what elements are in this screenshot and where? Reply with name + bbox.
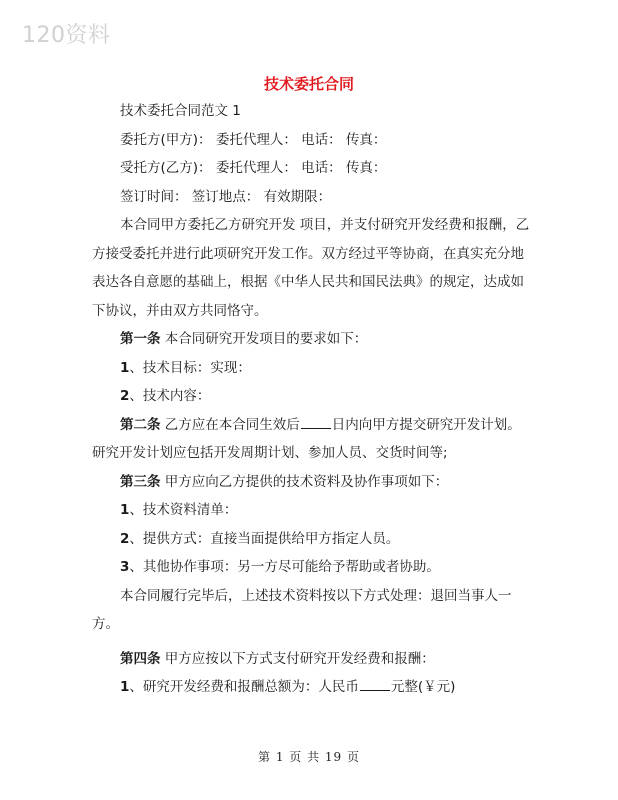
item-text-a: 、研究开发经费和报酬总额为：人民币 <box>129 679 359 695</box>
item-number: 1 <box>120 679 130 695</box>
item-number: 2 <box>120 388 130 404</box>
article-3-item-1 <box>92 496 532 525</box>
intro-paragraph: 本合同甲方委托乙方研究开发 项目，并支付研究开发经费和报酬，乙方接受委托并进行此项研究开发工作。双方经过平等协商，在真实充分地表达各自意愿的基础上，根据《中华人民共和国民法典》的规定，达成如下协议，并由双方共同恪守。 <box>92 217 530 319</box>
article-4-item-1 <box>92 673 532 702</box>
item-text-b: 元整(￥元) <box>390 679 456 695</box>
article-1-item-1 <box>92 354 532 383</box>
document-title: 技术委托合同 <box>263 75 354 93</box>
watermark-logo: 120资料 <box>22 23 111 48</box>
blank-underline <box>360 676 390 691</box>
item-number: 1 <box>120 502 130 518</box>
subtitle-line: 技术委托合同范文 1 <box>120 103 241 119</box>
document-body <box>92 97 532 702</box>
article-1-text: 本合同研究开发项目的要求如下： <box>160 331 368 347</box>
article-1 <box>92 325 532 354</box>
article-2 <box>92 411 532 468</box>
article-2-text-b: 日内向甲方提交研究开发计划。研究开发计划应包括开发周期计划、参加人员、交货时间等; <box>92 416 521 461</box>
handling-paragraph: 本合同履行完毕后，上述技术资料按以下方式处理：退回当事人一方。 <box>92 587 512 632</box>
item-text: 、技术内容： <box>129 388 211 404</box>
article-3 <box>92 468 532 497</box>
item-text: 、技术资料清单： <box>129 502 238 518</box>
item-text: 、提供方式：直接当面提供给甲方指定人员。 <box>129 530 400 547</box>
item-number: 2 <box>120 530 130 547</box>
article-4-label: 第四条 <box>120 650 161 667</box>
article-2-text-a: 乙方应在本合同生效后 <box>160 416 300 433</box>
signing-info-line: 签订时间： 签订地点： 有效期限： <box>120 188 332 205</box>
item-text: 、技术目标：实现： <box>129 359 251 376</box>
article-4 <box>92 645 532 674</box>
article-3-label: 第三条 <box>120 473 161 490</box>
article-4-text: 甲方应按以下方式支付研究开发经费和报酬： <box>160 650 435 667</box>
article-1-item-2 <box>92 382 532 411</box>
party-b-line: 受托方(乙方)： 委托代理人： 电话： 传真： <box>120 160 387 176</box>
blank-underline <box>301 414 331 429</box>
article-3-item-3 <box>92 553 532 582</box>
article-2-label: 第二条 <box>120 416 161 433</box>
party-a-line: 委托方(甲方)： 委托代理人： 电话： 传真： <box>120 131 387 148</box>
article-3-text: 甲方应向乙方提供的技术资料及协作事项如下： <box>160 473 449 490</box>
article-1-label: 第一条 <box>120 331 161 347</box>
article-3-item-2 <box>92 525 532 554</box>
page-footer: 第 1 页 共 19 页 <box>258 750 360 764</box>
item-text: 、其他协作事项：另一方尽可能给予帮助或者协助。 <box>129 559 440 575</box>
item-number: 1 <box>120 359 130 376</box>
item-number: 3 <box>120 559 130 575</box>
